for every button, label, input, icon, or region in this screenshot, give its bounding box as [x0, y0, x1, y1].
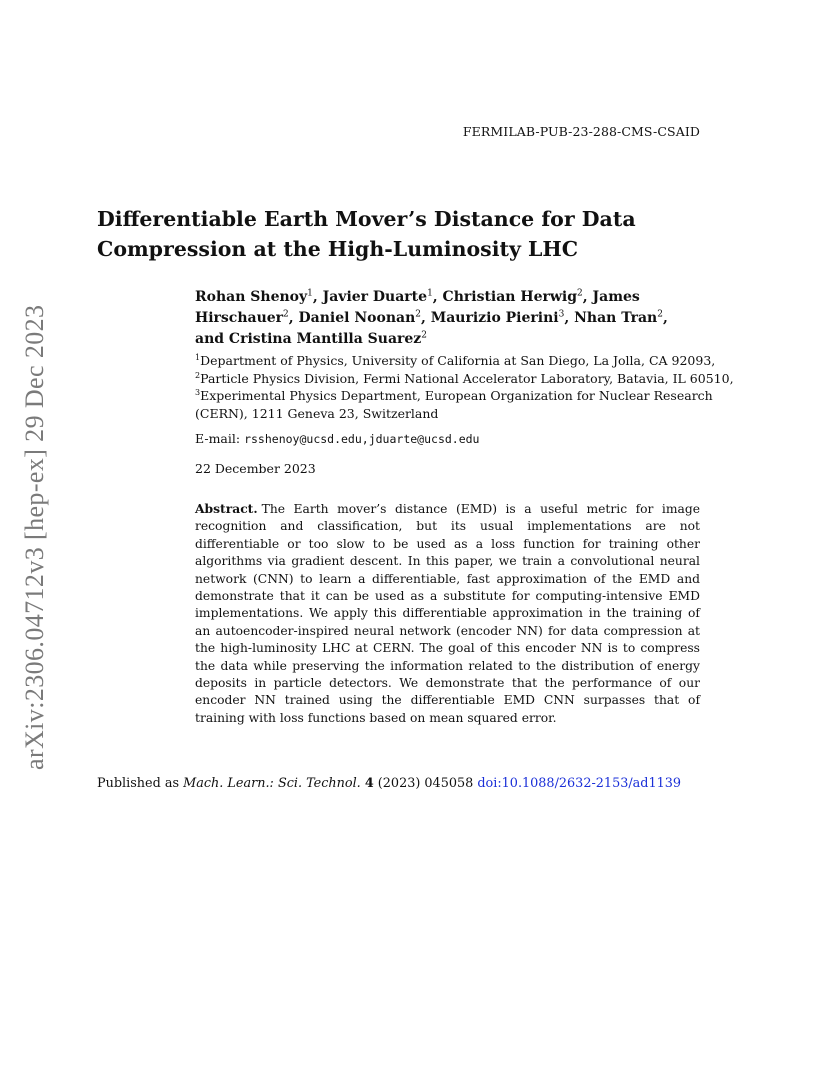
author-name-part: James	[592, 289, 640, 305]
paper-date: 22 December 2023	[195, 461, 316, 476]
title-line-1: Differentiable Earth Mover’s Distance for Data	[97, 207, 636, 231]
affiliation-text: Experimental Physics Department, European Organization for Nuclear Research	[200, 388, 713, 403]
publication-note	[97, 776, 681, 791]
affiliation-text: Particle Physics Division, Fermi National Accelerator Laboratory, Batavia, IL 60510,	[200, 370, 734, 386]
author-affiliation-marker: 1	[427, 288, 433, 299]
author-name: Daniel Noonan	[298, 310, 416, 326]
affiliation-list	[195, 352, 734, 422]
affiliation-1	[195, 352, 715, 370]
affiliation-3	[195, 387, 715, 405]
author-affiliation-marker: 2	[415, 309, 421, 320]
affiliation-text: (CERN), 1211 Geneva 23, Switzerland	[195, 405, 439, 421]
affiliation-2	[195, 370, 734, 388]
affiliation-number: 2	[195, 370, 201, 380]
author-name: Nhan Tran	[574, 310, 658, 326]
author-list	[195, 287, 715, 350]
abstract-text: The Earth mover’s distance (EMD) is a useful metric for image recognition and classification, but its usual implementations are not differentiable or too slow to be used as a loss function for training other algorithms via gradient descent. In this paper, we train a convolutional neural network (CNN) to learn a differentiable, fast approximation of the EMD and demonstrate that it can be used as a substitute for computing-intensive EMD implementations. We apply this differentiable approximation in the training of an autoencoder-inspired neural network (encoder NN) for data compression at the high-luminosity LHC at CERN. The goal of this encoder NN is to compress the data while preserving the information related to the distribution of energy deposits in particle detectors. We demonstrate that the performance of our encoder NN trained using the differentiable EMD CNN surpasses that of training with loss functions based on mean squared error.	[195, 502, 700, 725]
report-number: FERMILAB-PUB-23-288-CMS-CSAID	[462, 124, 700, 139]
journal-name: Mach. Learn.: Sci. Technol.	[183, 776, 361, 791]
author-line-3	[195, 329, 715, 350]
author-name-part: Hirschauer	[195, 310, 284, 326]
title-line-2: Compression at the High-Luminosity LHC	[97, 237, 579, 261]
email-label: E-mail:	[195, 431, 241, 446]
author-affiliation-marker: 2	[577, 288, 583, 299]
publication-prefix: Published as	[97, 776, 180, 791]
journal-volume: 4	[364, 776, 374, 791]
author-affiliation-marker: 2	[421, 330, 427, 341]
author-line-1: Rohan Shenoy$^1$, Javier Duarte$^1$, Christian Herwig$^2$, James	[195, 288, 640, 305]
affiliation-3-continued	[195, 405, 715, 423]
author-affiliation-marker: 3	[558, 309, 565, 320]
author-name: Maurizio Pierini	[430, 310, 559, 326]
author-name: Javier Duarte	[322, 289, 428, 305]
publication-year-article: (2023) 045058	[377, 776, 474, 791]
affiliation-number: 1	[195, 352, 201, 362]
author-affiliation-marker: 1	[307, 288, 313, 299]
author-name: Rohan Shenoy	[195, 289, 308, 305]
abstract	[195, 500, 700, 727]
email-line	[195, 431, 479, 446]
author-name: Cristina Mantilla Suarez	[228, 331, 422, 347]
author-affiliation-marker: 2	[657, 309, 663, 320]
author-line-2: Hirschauer$^2$, Daniel Noonan$^2$, Maurizio Pierini$^3$, Nhan Tran$^2$,	[195, 309, 668, 326]
arxiv-identifier-stamp: arXiv:2306.04712v3 [hep-ex] 29 Dec 2023	[20, 304, 49, 770]
author-name: Christian Herwig	[442, 289, 578, 305]
doi-link[interactable]: doi:10.1088/2632-2153/ad1139	[477, 776, 682, 791]
author-affiliation-marker: 2	[283, 309, 289, 320]
affiliation-number: 3	[195, 387, 201, 397]
abstract-label: Abstract.	[195, 501, 258, 516]
affiliation-text: Department of Physics, University of California at San Diego, La Jolla, CA 92093,	[200, 353, 716, 368]
paper-title	[97, 204, 697, 264]
email-addresses[interactable]: rsshenoy@ucsd.edu,jduarte@ucsd.edu	[244, 432, 480, 446]
author-conjunction: and	[195, 331, 225, 347]
